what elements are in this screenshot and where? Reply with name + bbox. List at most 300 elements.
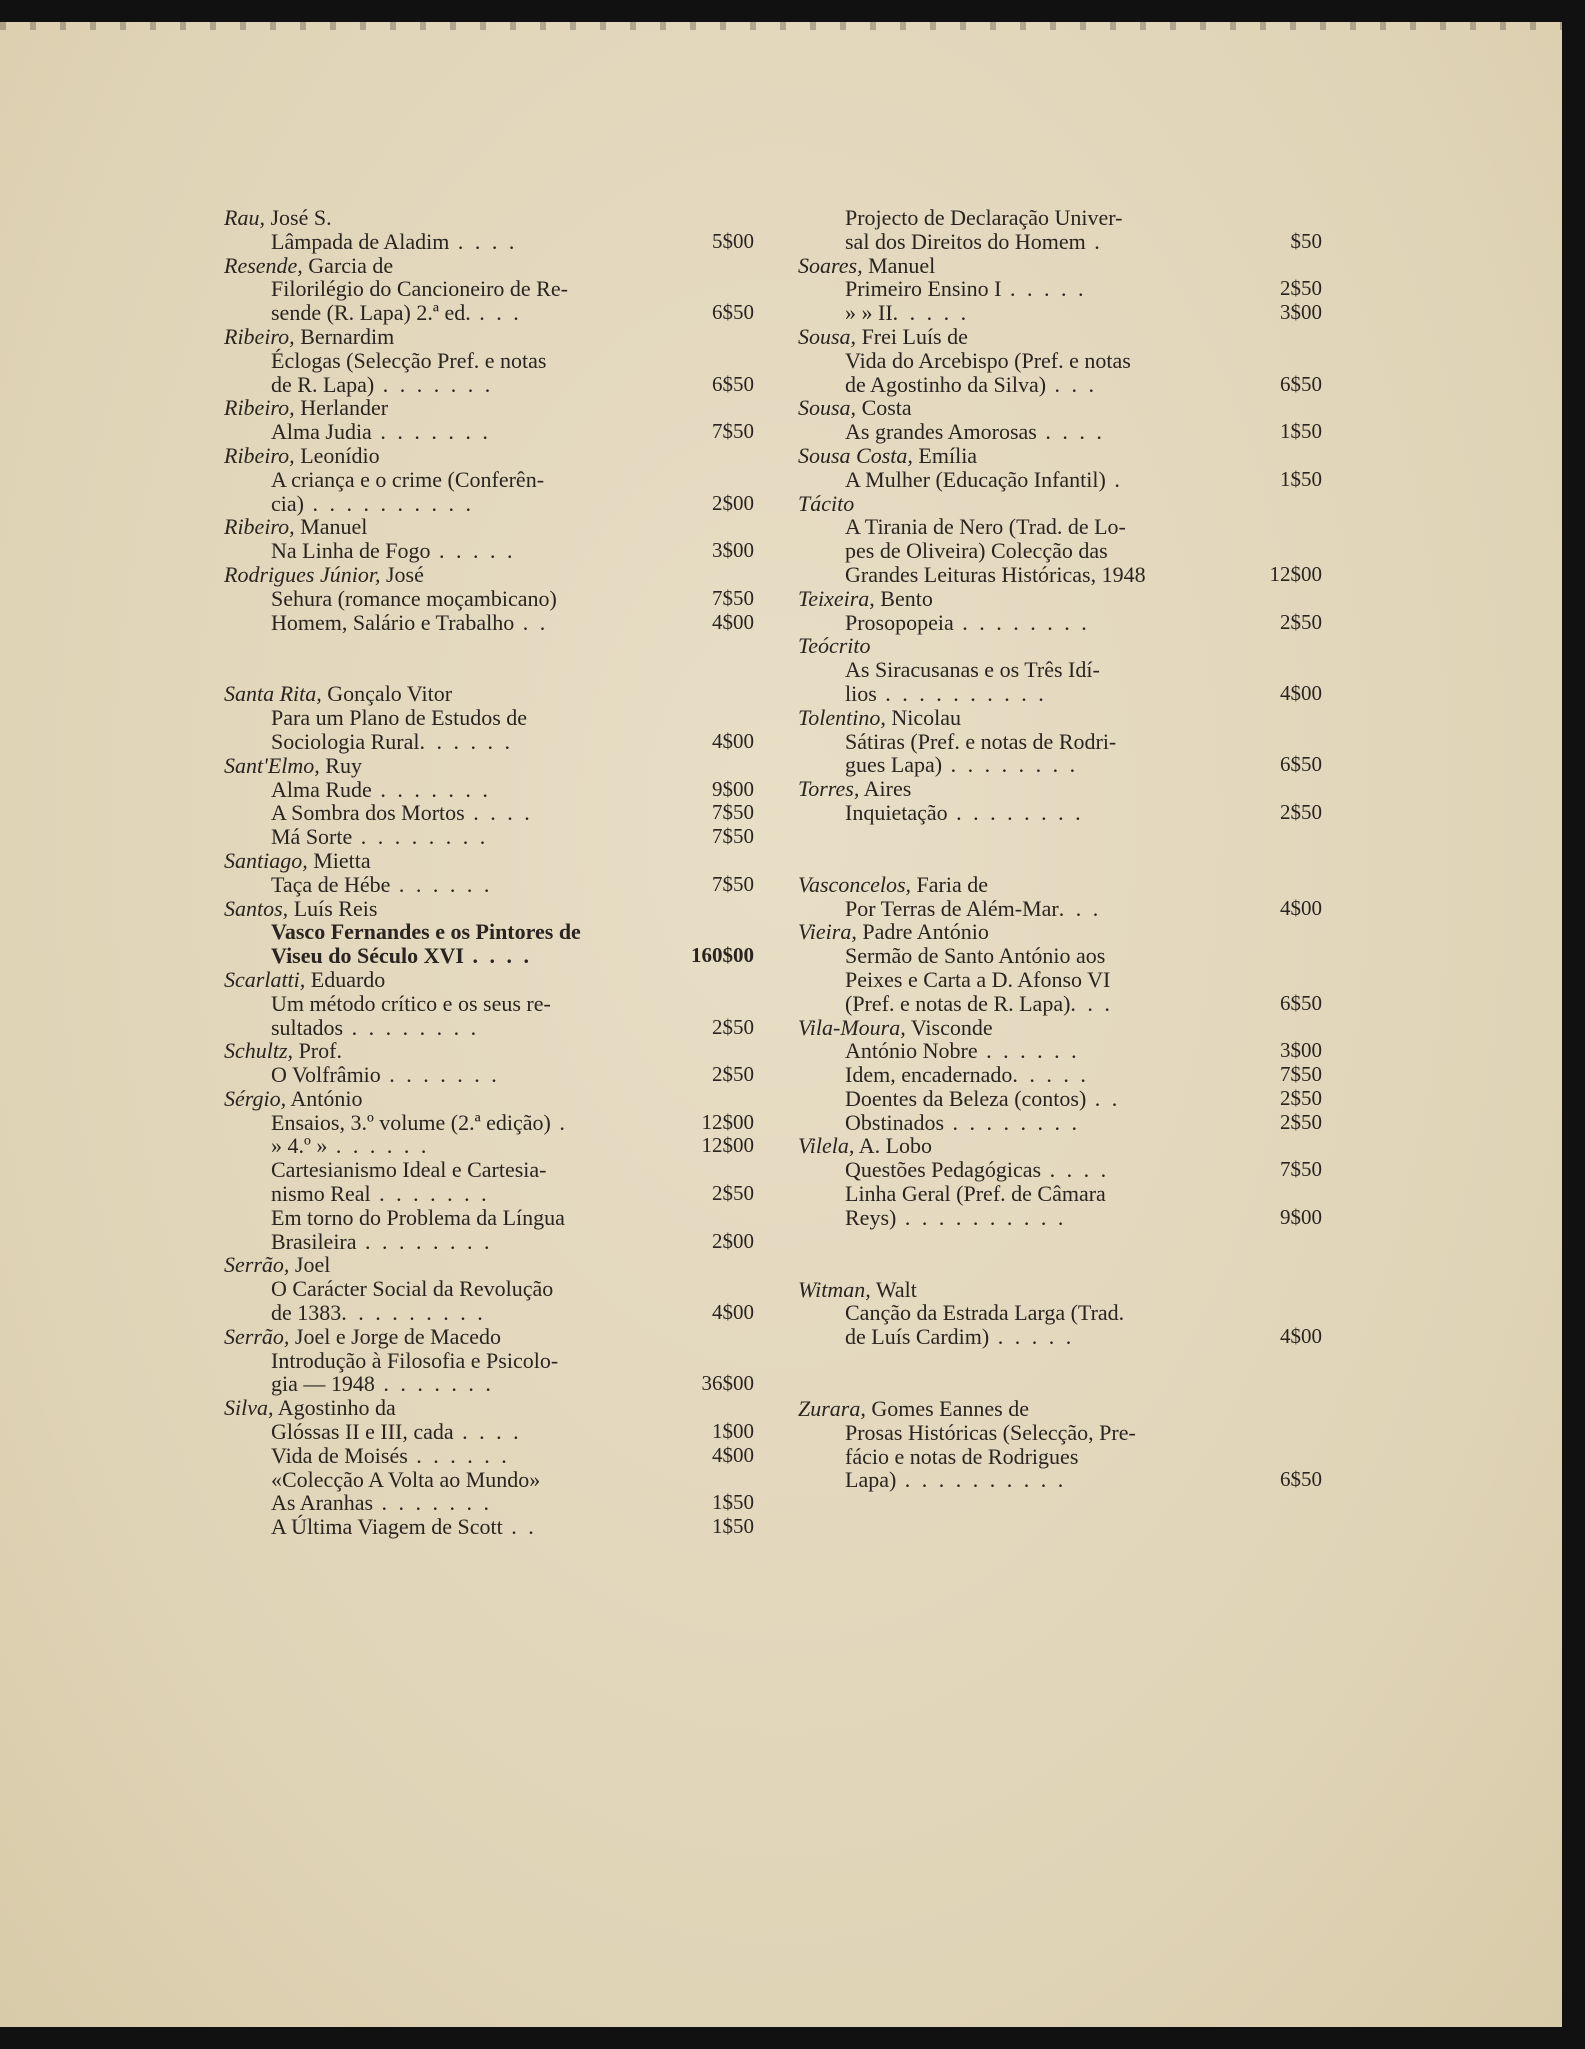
author-name: [798, 492, 1322, 516]
author-surname: Schultz,: [224, 1038, 294, 1064]
leader-dots: . . . . . . . . . .: [876, 680, 1047, 706]
leader-dots: . . . . . . . . . .: [303, 490, 474, 516]
catalog-entry: [798, 444, 1322, 492]
book-title: A Sombra dos Mortos: [271, 800, 465, 826]
price: 160$00: [691, 943, 754, 968]
title-line: [224, 706, 754, 730]
author-name: [224, 1396, 754, 1420]
title-line: [224, 1301, 754, 1325]
title-line: [224, 992, 754, 1016]
price: 4$00: [712, 609, 754, 634]
leader-dots: . . . . .: [892, 300, 970, 326]
title-line: [224, 825, 754, 849]
author-given-name: Joel e Jorge de Macedo: [289, 1323, 501, 1349]
author-name: [224, 754, 754, 778]
price: 2$50: [1280, 609, 1322, 634]
title-line: [798, 968, 1322, 992]
book-title: Grandes Leituras Históricas, 1948: [845, 561, 1146, 587]
author-surname: Silva,: [224, 1395, 274, 1421]
author-name: [798, 1278, 1322, 1302]
author-given-name: Nicolau: [885, 704, 961, 730]
book-title: de Luís Cardim): [845, 1324, 990, 1350]
leader-dots: . . . . . . .: [380, 1062, 500, 1088]
book-title: Primeiro Ensino I: [845, 276, 1002, 302]
catalog-entry: [798, 777, 1322, 825]
catalog-entry: [224, 444, 754, 515]
author-surname: Rau,: [224, 205, 265, 230]
author-given-name: Walt: [870, 1276, 917, 1302]
author-name: [798, 1016, 1322, 1040]
book-title: (Pref. e notas de R. Lapa): [845, 990, 1071, 1016]
author-name: [224, 563, 754, 587]
title-line: [224, 1372, 754, 1396]
book-title: Vasco Fernandes e os Pintores de: [271, 919, 581, 945]
book-title: Obstinados: [845, 1109, 944, 1135]
leader-dots: . . . .: [463, 943, 532, 969]
price: $50: [1290, 228, 1322, 253]
author-surname: Sant'Elmo,: [224, 752, 320, 778]
catalog-entry: [224, 515, 754, 563]
book-title: Por Terras de Além-Mar: [845, 895, 1059, 921]
author-name: [224, 1087, 754, 1111]
title-line: [798, 349, 1322, 373]
price: 6$50: [1280, 752, 1322, 777]
author-given-name: Emília: [912, 442, 978, 468]
price: 2$00: [712, 1228, 754, 1253]
author-name: [224, 968, 754, 992]
author-name: [224, 1039, 754, 1063]
title-line: [798, 944, 1322, 968]
catalog-entry: [224, 1087, 754, 1254]
section-spacer: [224, 634, 754, 682]
leader-dots: . . . . . . .: [371, 776, 491, 802]
leader-dots: . . . . . . .: [374, 1371, 494, 1397]
author-name: [798, 873, 1322, 897]
author-given-name: António: [286, 1085, 363, 1111]
leader-dots: . . . . . . . . . .: [896, 1467, 1067, 1493]
title-line: [798, 1421, 1322, 1445]
catalog-entry: [224, 254, 754, 325]
catalog-entry: [798, 706, 1322, 777]
author-given-name: Manuel: [862, 252, 936, 278]
author-surname: Torres,: [798, 776, 860, 802]
author-name: [798, 1134, 1322, 1158]
author-given-name: Luís Reis: [288, 895, 378, 921]
catalog-entry: [798, 634, 1322, 705]
price: 7$50: [1280, 1062, 1322, 1087]
author-name: [224, 325, 754, 349]
price: 7$50: [712, 419, 754, 444]
leader-dots: . . . . . . . .: [356, 1228, 493, 1254]
catalog-entry: [224, 1396, 754, 1539]
author-given-name: Herlander: [294, 395, 389, 421]
book-title: Questões Pedagógicas: [845, 1157, 1042, 1183]
book-title: Linha Geral (Pref. de Câmara: [845, 1181, 1106, 1207]
price: 6$50: [1280, 990, 1322, 1015]
book-title: Prosas Históricas (Selecção, Pre-: [845, 1419, 1136, 1445]
price: 1$50: [712, 1514, 754, 1539]
author-surname: Sousa,: [798, 395, 857, 421]
section-spacer: [798, 1230, 1322, 1278]
author-given-name: Costa: [856, 395, 912, 421]
book-title: de 1383: [271, 1300, 342, 1326]
catalog-entry: [224, 396, 754, 444]
catalog-entry: [224, 849, 754, 897]
title-line: [798, 301, 1322, 325]
book-title: O Carácter Social da Revolução: [271, 1276, 554, 1302]
book-title: Introdução à Filosofia e Psicolo-: [271, 1347, 559, 1373]
author-surname: Santiago,: [224, 847, 308, 873]
title-line: [224, 230, 754, 254]
price: 36$00: [701, 1371, 754, 1396]
price: 2$50: [1280, 1085, 1322, 1110]
author-given-name: Padre António: [856, 919, 989, 945]
book-title: cia): [271, 490, 304, 516]
author-surname: Ribeiro,: [224, 442, 295, 468]
book-title: Para um Plano de Estudos de: [271, 705, 528, 731]
leader-dots: . . . . . . .: [371, 419, 491, 445]
leader-dots: . . . . . . . .: [352, 824, 489, 850]
title-line: [798, 420, 1322, 444]
book-title: Alma Rude: [271, 776, 372, 802]
leader-dots: . . .: [1070, 990, 1113, 1016]
title-line: [798, 373, 1322, 397]
catalog-entry: [798, 1016, 1322, 1135]
title-line: [224, 1158, 754, 1182]
catalog-entry: [224, 1039, 754, 1087]
author-name: [224, 254, 754, 278]
title-line: [224, 778, 754, 802]
author-given-name: Garcia de: [302, 252, 394, 278]
book-title: Lapa): [845, 1467, 897, 1493]
price: 6$50: [712, 371, 754, 396]
author-surname: Ribeiro,: [224, 514, 295, 540]
title-line: [224, 1444, 754, 1468]
price: 3$00: [1280, 300, 1322, 325]
book-title: O Volfrâmio: [271, 1062, 381, 1088]
leader-dots: . .: [1086, 1085, 1121, 1111]
author-name: [224, 444, 754, 468]
author-given-name: Bento: [874, 585, 933, 611]
leader-dots: . . .: [1046, 371, 1098, 397]
book-title: As Aranhas: [271, 1490, 374, 1516]
book-title: de Agostinho da Silva): [845, 371, 1047, 397]
book-title: gues Lapa): [845, 752, 943, 778]
leader-dots: . . . . . . . .: [942, 752, 1079, 778]
author-name: [798, 920, 1322, 944]
catalog-entry: [224, 897, 754, 968]
price: 5$00: [712, 228, 754, 253]
book-title: gia — 1948: [271, 1371, 375, 1397]
price: 9$00: [1280, 1204, 1322, 1229]
price: 6$50: [1280, 371, 1322, 396]
author-surname: Tolentino,: [798, 704, 886, 730]
title-line: [224, 801, 754, 825]
author-given-name: Bernardim: [294, 323, 395, 349]
title-line: [798, 206, 1322, 230]
price: 4$00: [1280, 895, 1322, 920]
title-line: [224, 1515, 754, 1539]
leader-dots: .: [1105, 466, 1123, 492]
leader-dots: .: [1085, 228, 1103, 254]
title-line: [798, 1445, 1322, 1469]
catalog-entry: [798, 206, 1322, 254]
book-title: Viseu do Século XVI: [271, 943, 464, 969]
price: 12$00: [701, 1109, 754, 1134]
section-spacer: [798, 1349, 1322, 1397]
book-title: As grandes Amorosas: [845, 419, 1037, 445]
author-name: [224, 515, 754, 539]
title-line: [224, 1016, 754, 1040]
book-title: Na Linha de Fogo: [271, 538, 431, 564]
book-title: Sátiras (Pref. e notas de Rodri-: [845, 728, 1117, 754]
author-given-name: Gomes Eannes de: [865, 1396, 1029, 1422]
leader-dots: . . . . . . . . . .: [896, 1204, 1067, 1230]
price: 1$50: [1280, 466, 1322, 491]
leader-dots: . . . . .: [989, 1324, 1075, 1350]
catalog-entry: [224, 968, 754, 1039]
book-title: A Mulher (Educação Infantil): [845, 466, 1106, 492]
book-title: A Última Viagem de Scott: [271, 1514, 503, 1540]
title-line: [798, 1325, 1322, 1349]
book-title: Glóssas II e III, cada: [271, 1419, 454, 1445]
author-surname: Serrão,: [224, 1323, 290, 1349]
author-surname: Witman,: [798, 1276, 871, 1302]
author-name: [798, 254, 1322, 278]
leader-dots: . . . . . .: [977, 1038, 1080, 1064]
price: 2$50: [712, 1062, 754, 1087]
price: 12$00: [1269, 561, 1322, 586]
title-line: [798, 611, 1322, 635]
price: 12$00: [701, 1133, 754, 1158]
author-surname: Serrão,: [224, 1252, 290, 1278]
title-line: [798, 1206, 1322, 1230]
author-given-name: Gonçalo Vitor: [321, 681, 453, 707]
book-title: sultados: [271, 1014, 344, 1040]
leader-dots: . . . . . . .: [370, 1181, 490, 1207]
book-title: Prosopopeia: [845, 609, 954, 635]
author-name: [224, 1253, 754, 1277]
catalog-entry: [798, 492, 1322, 587]
author-surname: Sérgio,: [224, 1085, 287, 1111]
title-line: [224, 468, 754, 492]
book-title: Inquietação: [845, 799, 948, 825]
title-line: [798, 1111, 1322, 1135]
price: 7$50: [712, 871, 754, 896]
author-surname: Vasconcelos,: [798, 871, 912, 897]
author-given-name: Visconde: [905, 1014, 993, 1040]
leader-dots: . . . . .: [430, 538, 516, 564]
price: 7$50: [712, 585, 754, 610]
author-given-name: José S.: [264, 205, 332, 230]
book-title: António Nobre: [845, 1038, 978, 1064]
book-title: Lâmpada de Aladim: [271, 228, 450, 254]
leader-dots: . . . .: [1041, 1157, 1110, 1183]
author-name: [224, 682, 754, 706]
catalog-entry: [224, 754, 754, 849]
leader-dots: . .: [502, 1514, 537, 1540]
price: 1$50: [712, 1490, 754, 1515]
title-line: [224, 1063, 754, 1087]
book-title: A Tirania de Nero (Trad. de Lo-: [845, 514, 1126, 540]
title-line: [224, 944, 754, 968]
price: 4$00: [712, 1442, 754, 1467]
book-title: Taça de Hébe: [271, 871, 391, 897]
author-given-name: A. Lobo: [854, 1133, 933, 1159]
book-title: Doentes da Beleza (contos): [845, 1085, 1087, 1111]
author-name: [798, 396, 1322, 420]
leader-dots: . . . . . . .: [374, 371, 494, 397]
author-surname: Zurara,: [798, 1396, 866, 1422]
author-surname: Rodrigues Júnior,: [224, 561, 381, 587]
book-title: Em torno do Problema da Língua: [271, 1204, 565, 1230]
book-title: A criança e o crime (Conferên-: [271, 466, 545, 492]
book-title: «Colecção A Volta ao Mundo»: [271, 1466, 541, 1492]
title-line: [798, 1063, 1322, 1087]
leader-dots: . . . . . .: [390, 871, 493, 897]
book-title: nismo Real: [271, 1181, 371, 1207]
title-line: [224, 277, 754, 301]
author-name: [798, 706, 1322, 730]
author-given-name: Aires: [859, 776, 912, 802]
leader-dots: . . . . . . . .: [343, 1014, 480, 1040]
author-name: [798, 444, 1322, 468]
price: 6$50: [1280, 1467, 1322, 1492]
author-surname: Santa Rita,: [224, 681, 322, 707]
price: 2$50: [1280, 799, 1322, 824]
title-line: [798, 801, 1322, 825]
title-line: [798, 1039, 1322, 1063]
book-title: Cartesianismo Ideal e Cartesia-: [271, 1157, 547, 1183]
author-name: [224, 849, 754, 873]
price: 9$00: [712, 776, 754, 801]
price: 7$50: [712, 824, 754, 849]
book-title: Homem, Salário e Trabalho: [271, 609, 515, 635]
left-column: [224, 206, 754, 1539]
price: 3$00: [1280, 1038, 1322, 1063]
book-title: Canção da Estrada Larga (Trad.: [845, 1300, 1125, 1326]
title-line: [798, 682, 1322, 706]
title-line: [798, 277, 1322, 301]
author-name: [798, 634, 1322, 658]
book-title: Éclogas (Selecção Pref. e notas: [271, 347, 547, 373]
leader-dots: . . . . . . . .: [953, 609, 1090, 635]
author-name: [798, 587, 1322, 611]
author-name: [798, 1397, 1322, 1421]
title-line: [224, 1420, 754, 1444]
title-line: [224, 349, 754, 373]
book-title: As Siracusanas e os Três Idí-: [845, 657, 1100, 683]
title-line: [224, 587, 754, 611]
book-title: fácio e notas de Rodrigues: [845, 1443, 1079, 1469]
author-surname: Tácito: [798, 490, 855, 516]
author-given-name: Joel: [289, 1252, 331, 1278]
author-name: [798, 777, 1322, 801]
author-surname: Scarlatti,: [224, 966, 306, 992]
author-surname: Sousa,: [798, 323, 857, 349]
title-line: [798, 539, 1322, 563]
author-given-name: Agostinho da: [273, 1395, 396, 1421]
book-title: Brasileira: [271, 1228, 357, 1254]
section-spacer: [798, 825, 1322, 873]
author-name: [224, 206, 754, 230]
book-title: Vida do Arcebispo (Pref. e notas: [845, 347, 1131, 373]
book-title: » » II: [845, 300, 893, 326]
author-given-name: Prof.: [293, 1038, 342, 1064]
leader-dots: . . . . . .: [327, 1133, 430, 1159]
catalog-entry: [798, 1134, 1322, 1229]
author-given-name: Manuel: [294, 514, 368, 540]
leader-dots: . . . . . .: [407, 1442, 510, 1468]
right-column: [798, 206, 1322, 1492]
title-line: [224, 373, 754, 397]
title-line: [224, 492, 754, 516]
book-title: Vida de Moisés: [271, 1442, 408, 1468]
title-line: [798, 468, 1322, 492]
catalog-entry: [224, 1253, 754, 1324]
leader-dots: . . .: [1058, 895, 1102, 921]
title-line: [798, 1301, 1322, 1325]
title-line: [224, 1182, 754, 1206]
catalog-entry: [798, 873, 1322, 921]
leader-dots: . .: [514, 609, 549, 635]
catalog-entry: [224, 682, 754, 753]
leader-dots: . . . . .: [1012, 1062, 1089, 1088]
title-line: [798, 1087, 1322, 1111]
catalog-entry: [224, 1325, 754, 1396]
leader-dots: . . . . . . . . .: [341, 1300, 486, 1326]
leader-dots: . . . . . . . .: [947, 799, 1084, 825]
book-title: Peixes e Carta a D. Afonso VI: [845, 966, 1111, 992]
author-surname: Soares,: [798, 252, 863, 278]
price: 2$50: [1280, 276, 1322, 301]
title-line: [224, 539, 754, 563]
author-surname: Vilela,: [798, 1133, 855, 1159]
book-title: Sermão de Santo António aos: [845, 943, 1106, 969]
catalog-entry: [798, 325, 1322, 396]
catalog-entry: [798, 920, 1322, 1015]
book-title: lios: [845, 680, 877, 706]
book-title: sal dos Direitos do Homem: [845, 228, 1086, 254]
title-line: [224, 1206, 754, 1230]
book-title: Um método crítico e os seus re-: [271, 990, 551, 1016]
title-line: [224, 1230, 754, 1254]
author-surname: Ribeiro,: [224, 323, 295, 349]
title-line: [224, 873, 754, 897]
book-title: de R. Lapa): [271, 371, 375, 397]
price: 2$50: [1280, 1109, 1322, 1134]
catalog-entry: [798, 1278, 1322, 1349]
price: 1$00: [712, 1419, 754, 1444]
price: 6$50: [712, 300, 754, 325]
price: 3$00: [712, 538, 754, 563]
title-line: [798, 658, 1322, 682]
title-line: [798, 730, 1322, 754]
title-line: [224, 730, 754, 754]
leader-dots: . . .: [470, 300, 522, 326]
book-title: sende (R. Lapa) 2.ª ed.: [271, 300, 471, 326]
title-line: [798, 753, 1322, 777]
book-title: Má Sorte: [271, 824, 353, 850]
title-line: [224, 1349, 754, 1373]
price: 2$50: [712, 1181, 754, 1206]
price: 7$50: [1280, 1157, 1322, 1182]
book-title: Idem, encadernado: [845, 1062, 1013, 1088]
title-line: [798, 897, 1322, 921]
author-given-name: Mietta: [307, 847, 371, 873]
title-line: [224, 611, 754, 635]
price: 7$50: [712, 800, 754, 825]
